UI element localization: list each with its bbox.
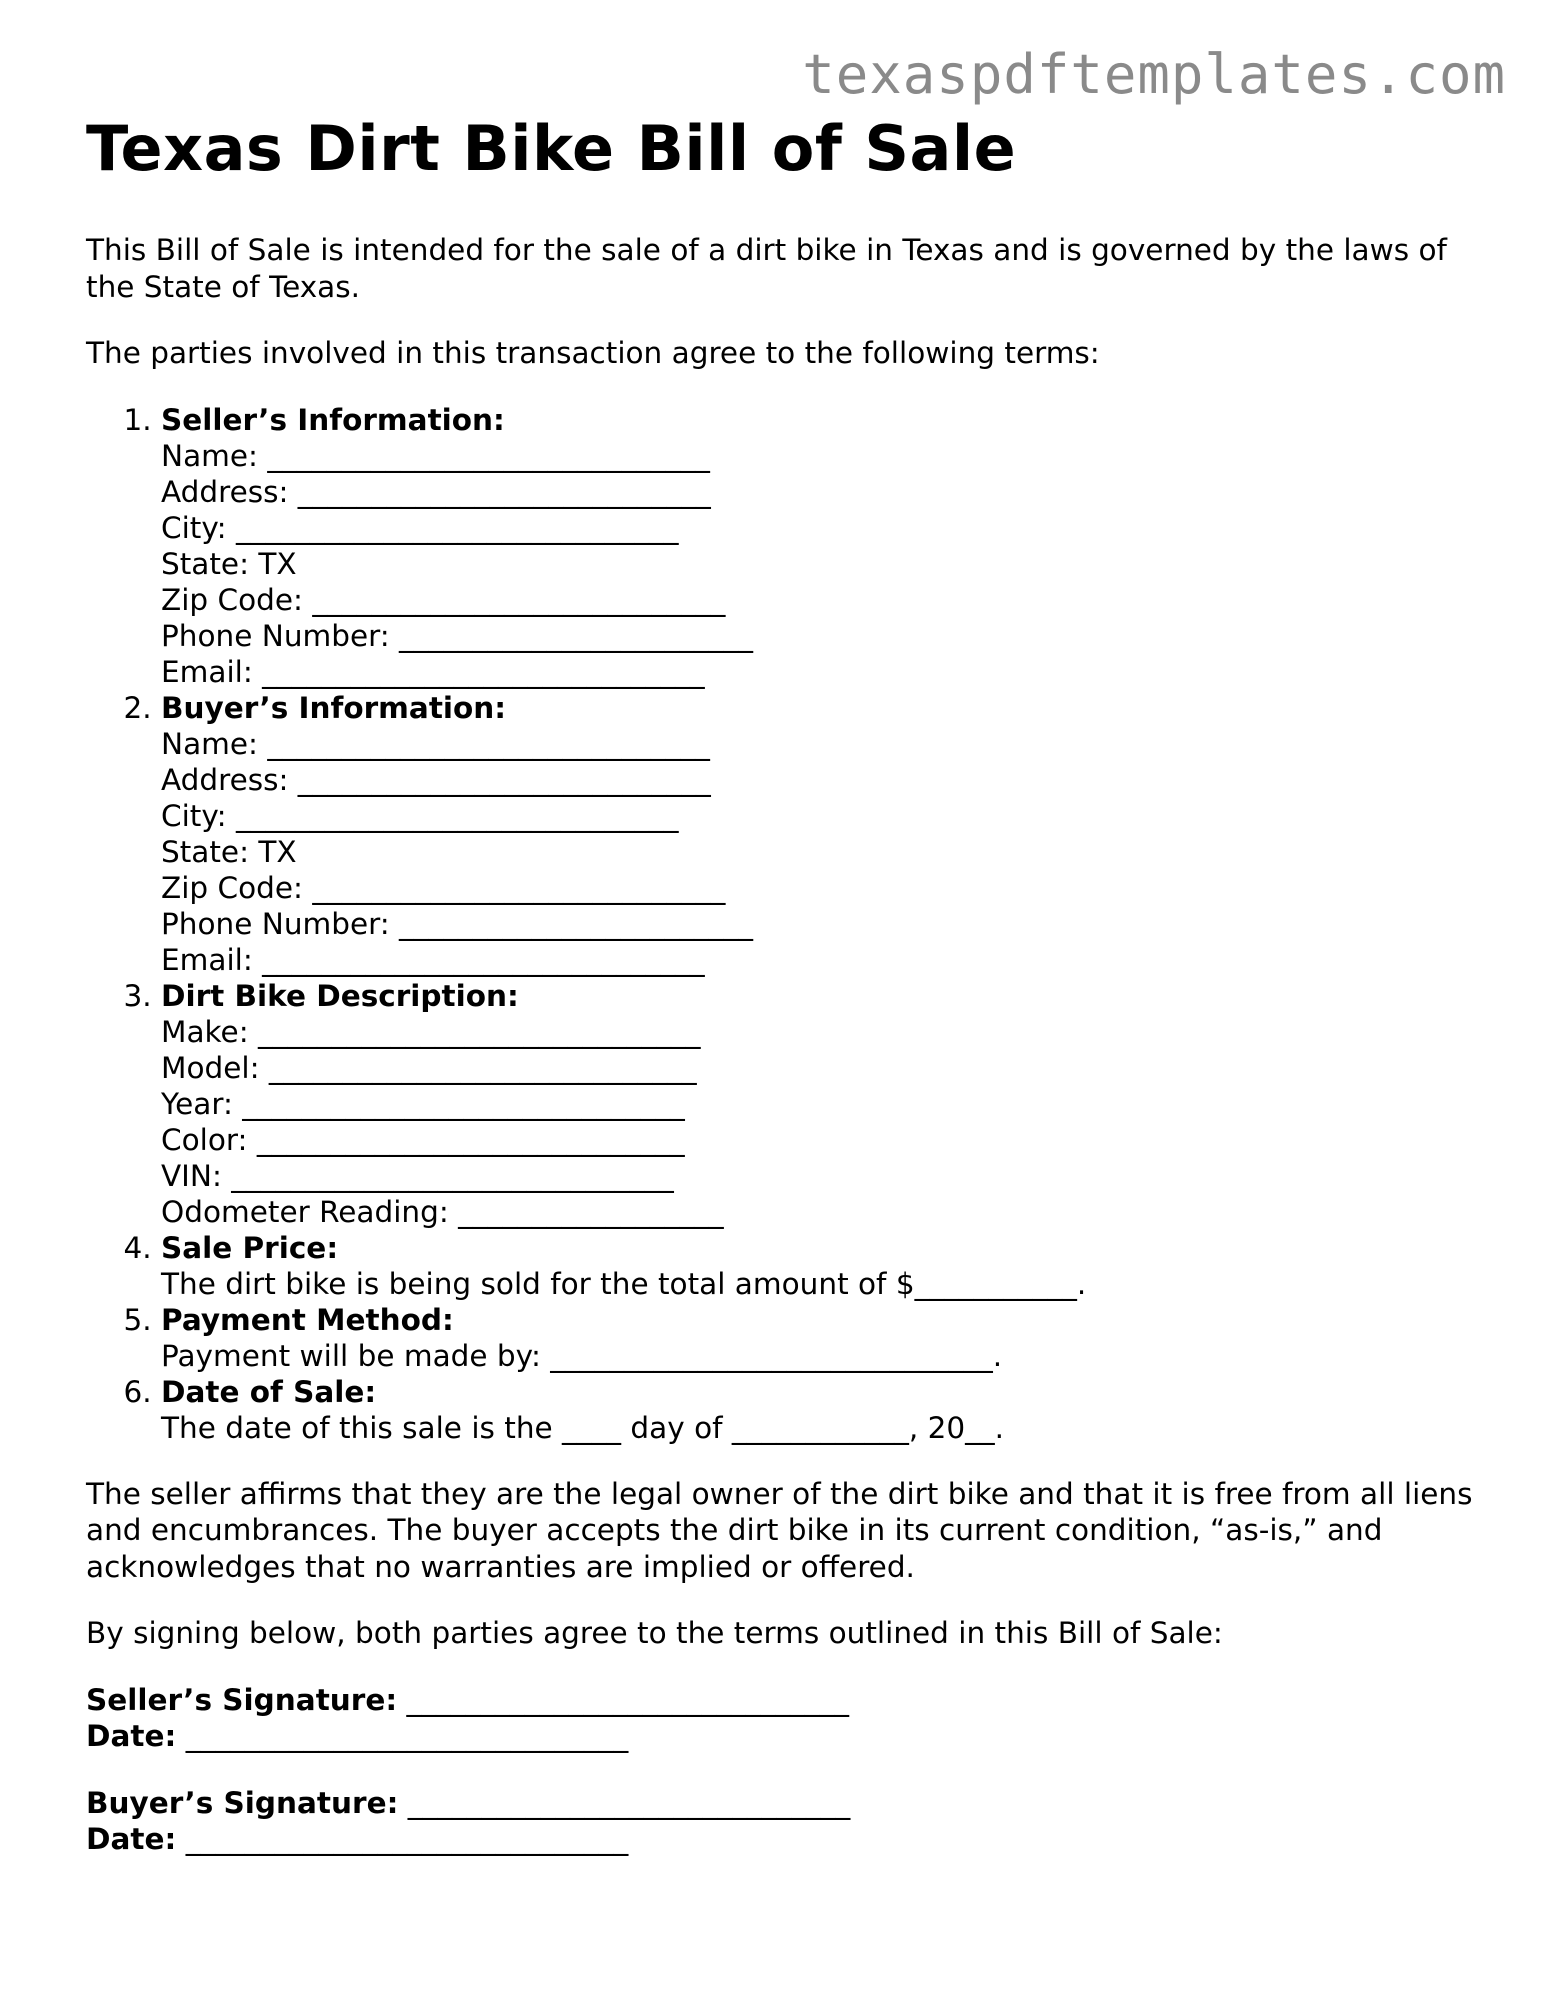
seller-date-row[interactable]	[86, 1718, 1476, 1755]
seller-date-line[interactable]: ______________________________	[176, 1719, 629, 1753]
term-sale-price	[161, 1230, 1476, 1302]
sale-price-heading: 4. Sale Price:	[161, 1230, 339, 1265]
document-page	[86, 108, 1476, 1858]
seller-email-field[interactable]: Email: ______________________________	[161, 654, 705, 689]
seller-signature-block	[86, 1682, 1476, 1755]
term-dirt-bike-description	[161, 978, 1476, 1230]
bike-description-heading: 3. Dirt Bike Description:	[161, 978, 519, 1013]
seller-signature-line[interactable]: ______________________________	[397, 1682, 850, 1717]
buyer-signature-label: Buyer’s Signature:	[86, 1785, 399, 1820]
seller-signature-label: Seller’s Signature:	[86, 1682, 398, 1717]
sale-price-field[interactable]: The dirt bike is being sold for the total amount of $___________.	[161, 1266, 1087, 1301]
seller-city-field[interactable]: City: ______________________________	[161, 510, 679, 545]
buyer-date-line[interactable]: ______________________________	[176, 1822, 629, 1856]
buyer-signature-line[interactable]: ______________________________	[398, 1785, 851, 1820]
term-seller-information	[161, 402, 1476, 690]
parties-paragraph: The parties involved in this transaction agree to the following terms:	[86, 336, 1100, 370]
agreement-paragraph: By signing below, both parties agree to the terms outlined in this Bill of Sale:	[86, 1616, 1223, 1650]
bike-make-field[interactable]: Make: ______________________________	[161, 1014, 701, 1049]
buyer-signature-row[interactable]	[86, 1785, 1476, 1822]
buyer-email-field[interactable]: Email: ______________________________	[161, 942, 705, 977]
seller-state-text: State: TX	[161, 546, 297, 581]
seller-date-label: Date:	[86, 1719, 177, 1753]
terms-list	[86, 402, 1476, 1446]
watermark: texaspdftemplates.com	[802, 43, 1506, 106]
buyer-date-label: Date:	[86, 1822, 177, 1856]
date-of-sale-field[interactable]: The date of this sale is the ____ day of ____________, 20__.	[161, 1410, 1005, 1445]
payment-method-field[interactable]: Payment will be made by: ______________________________.	[161, 1338, 1003, 1373]
buyer-state-text: State: TX	[161, 834, 297, 869]
bike-vin-field[interactable]: VIN: ______________________________	[161, 1158, 674, 1193]
bike-odometer-field[interactable]: Odometer Reading: __________________	[161, 1194, 724, 1229]
intro-paragraph: This Bill of Sale is intended for the sale of a dirt bike in Texas and is governed by the laws of the State of Texas.	[86, 233, 1447, 304]
buyer-signature-block	[86, 1785, 1476, 1858]
seller-zip-field[interactable]: Zip Code: ____________________________	[161, 582, 726, 617]
seller-info-heading: 1. Seller’s Information:	[161, 402, 505, 437]
document-title: Texas Dirt Bike Bill of Sale	[86, 112, 1017, 185]
payment-method-heading: 5. Payment Method:	[161, 1302, 454, 1337]
buyer-address-field[interactable]: Address: ____________________________	[161, 762, 711, 797]
buyer-city-field[interactable]: City: ______________________________	[161, 798, 679, 833]
seller-phone-field[interactable]: Phone Number: ________________________	[161, 618, 754, 653]
term-date-of-sale	[161, 1374, 1476, 1446]
buyer-name-field[interactable]: Name: ______________________________	[161, 726, 710, 761]
buyer-zip-field[interactable]: Zip Code: ____________________________	[161, 870, 726, 905]
bike-year-field[interactable]: Year: ______________________________	[161, 1086, 685, 1121]
bike-model-field[interactable]: Model: _____________________________	[161, 1050, 697, 1085]
affirmation-paragraph: The seller affirms that they are the legal owner of the dirt bike and that it is free from all liens and encumbrances. The buyer accepts the dirt bike in its current condition, “as-is,” and acknowledges that no warranties are implied or offered.	[86, 1476, 1473, 1584]
seller-signature-row[interactable]	[86, 1682, 1476, 1719]
seller-address-field[interactable]: Address: ____________________________	[161, 474, 711, 509]
buyer-date-row[interactable]	[86, 1821, 1476, 1858]
buyer-info-heading: 2. Buyer’s Information:	[161, 690, 507, 725]
bike-color-field[interactable]: Color: _____________________________	[161, 1122, 685, 1157]
term-buyer-information	[161, 690, 1476, 978]
term-payment-method	[161, 1302, 1476, 1374]
date-of-sale-heading: 6. Date of Sale:	[161, 1374, 377, 1409]
seller-name-field[interactable]: Name: ______________________________	[161, 438, 710, 473]
buyer-phone-field[interactable]: Phone Number: ________________________	[161, 906, 754, 941]
